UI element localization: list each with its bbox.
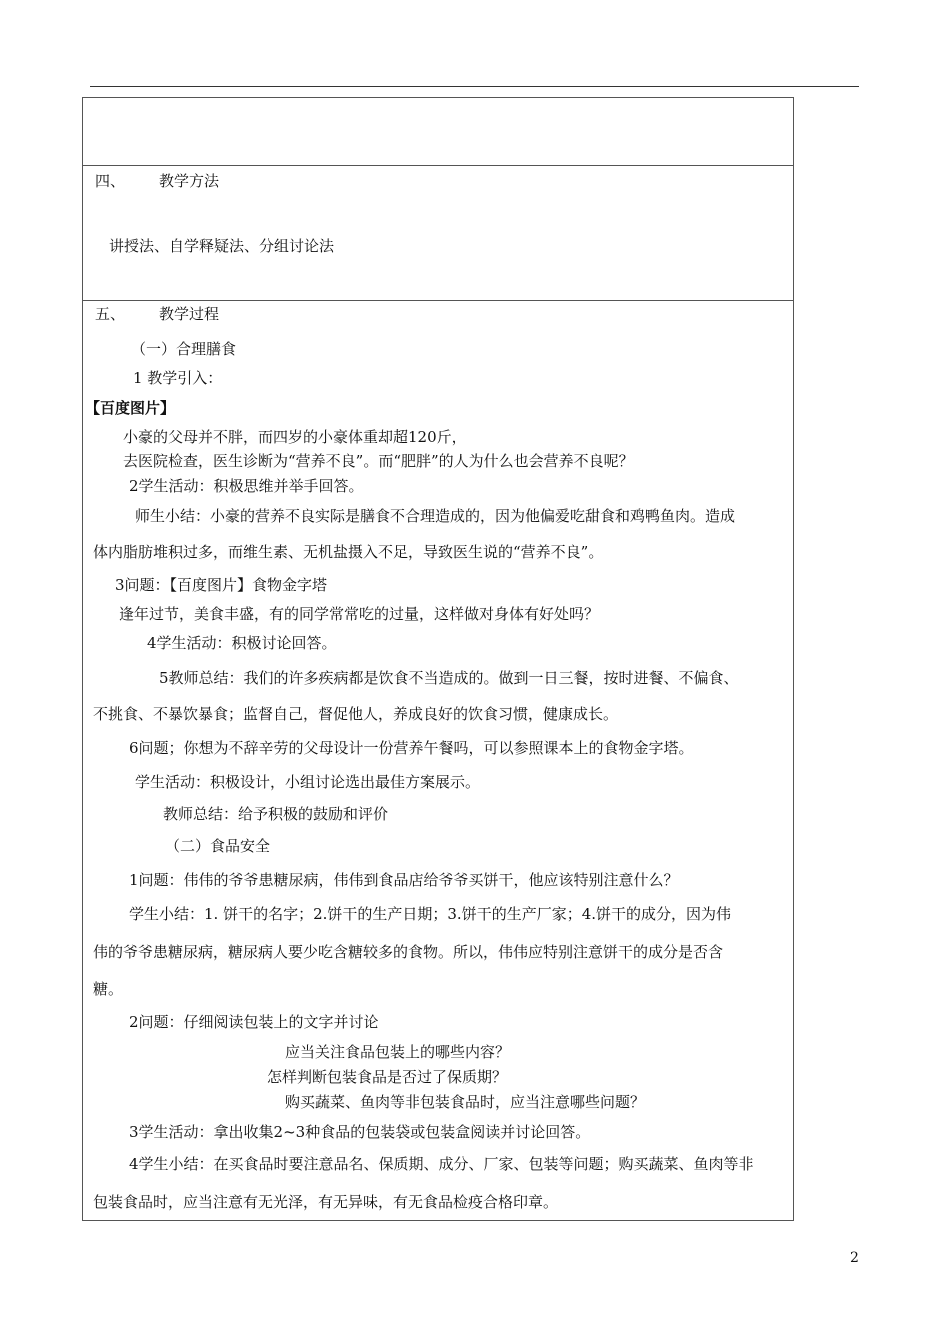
header-rule <box>90 86 859 87</box>
paragraph-line: 小豪的父母并不胖，而四岁的小豪体重却超120斤， <box>123 428 467 446</box>
paragraph-line: 学生活动：积极设计，小组讨论选出最佳方案展示。 <box>135 773 481 791</box>
paragraph-line: 2学生活动：积极思维并举手回答。 <box>129 477 364 495</box>
subheading: （一）合理膳食 <box>131 340 237 358</box>
section5-number: 五、 <box>95 305 126 323</box>
subheading: （二）食品安全 <box>165 837 271 855</box>
section5-title: 教学过程 <box>159 305 220 323</box>
paragraph-line: 伟的爷爷患糖尿病，糖尿病人要少吃含糖较多的食物。所以，伟伟应特别注意饼干的成分是否含 <box>93 943 724 961</box>
paragraph-line: 3学生活动：拿出收集2~3种食品的包装袋或包装盒阅读并讨论回答。 <box>129 1123 591 1141</box>
paragraph-line: 不挑食、不暴饮暴食；监督自己，督促他人，养成良好的饮食习惯，健康成长。 <box>93 705 619 723</box>
paragraph-line: 1问题：伟伟的爷爷患糖尿病，伟伟到食品店给爷爷买饼干，他应该特别注意什么？ <box>129 871 679 889</box>
paragraph-line: 包装食品时，应当注意有无光泽，有无异味，有无食品检疫合格印章。 <box>93 1193 559 1211</box>
section4-title: 教学方法 <box>159 172 220 190</box>
row-divider <box>83 165 793 166</box>
page-number: 2 <box>850 1250 859 1266</box>
paragraph-line: 学生小结：1. 饼干的名字；2.饼干的生产日期；3.饼干的生产厂家；4.饼干的成分，因为伟 <box>129 905 732 923</box>
question-line: 应当关注食品包装上的哪些内容？ <box>285 1043 511 1061</box>
paragraph-line: 6问题；你想为不辞辛劳的父母设计一份营养午餐吗，可以参照课本上的食物金字塔。 <box>129 739 694 757</box>
section4-content: 讲授法、自学释疑法、分组讨论法 <box>109 237 335 255</box>
paragraph-line: 体内脂肪堆积过多，而维生素、无机盐摄入不足，导致医生说的“营养不良”。 <box>93 543 604 561</box>
lesson-plan-table <box>82 97 794 1221</box>
paragraph-line: 3问题：【百度图片】食物金字塔 <box>115 576 328 594</box>
image-reference: 【百度图片】 <box>85 399 176 417</box>
paragraph-line: 师生小结：小豪的营养不良实际是膳食不合理造成的，因为他偏爱吃甜食和鸡鸭鱼肉。造成 <box>135 507 736 525</box>
paragraph-line: 4学生活动：积极讨论回答。 <box>147 634 337 652</box>
paragraph-line: 去医院检查，医生诊断为“营养不良”。而“肥胖”的人为什么也会营养不良呢？ <box>123 452 634 470</box>
question-line: 购买蔬菜、鱼肉等非包装食品时，应当注意哪些问题？ <box>285 1093 646 1111</box>
paragraph-line: 2问题：仔细阅读包装上的文字并讨论 <box>129 1013 379 1031</box>
row-divider <box>83 300 793 301</box>
paragraph-line: 糖。 <box>93 980 124 998</box>
question-line: 怎样判断包装食品是否过了保质期？ <box>267 1068 508 1086</box>
paragraph-line: 4学生小结：在买食品时要注意品名、保质期、成分、厂家、包装等问题；购买蔬菜、鱼肉等非 <box>129 1155 754 1173</box>
paragraph-line: 1 教学引入： <box>133 369 223 387</box>
section4-number: 四、 <box>95 172 126 190</box>
paragraph-line: 5教师总结：我们的许多疾病都是饮食不当造成的。做到一日三餐，按时进餐、不偏食、 <box>159 669 739 687</box>
paragraph-line: 逢年过节，美食丰盛，有的同学常常吃的过量，这样做对身体有好处吗？ <box>119 605 600 623</box>
paragraph-line: 教师总结：给予积极的鼓励和评价 <box>163 805 389 823</box>
